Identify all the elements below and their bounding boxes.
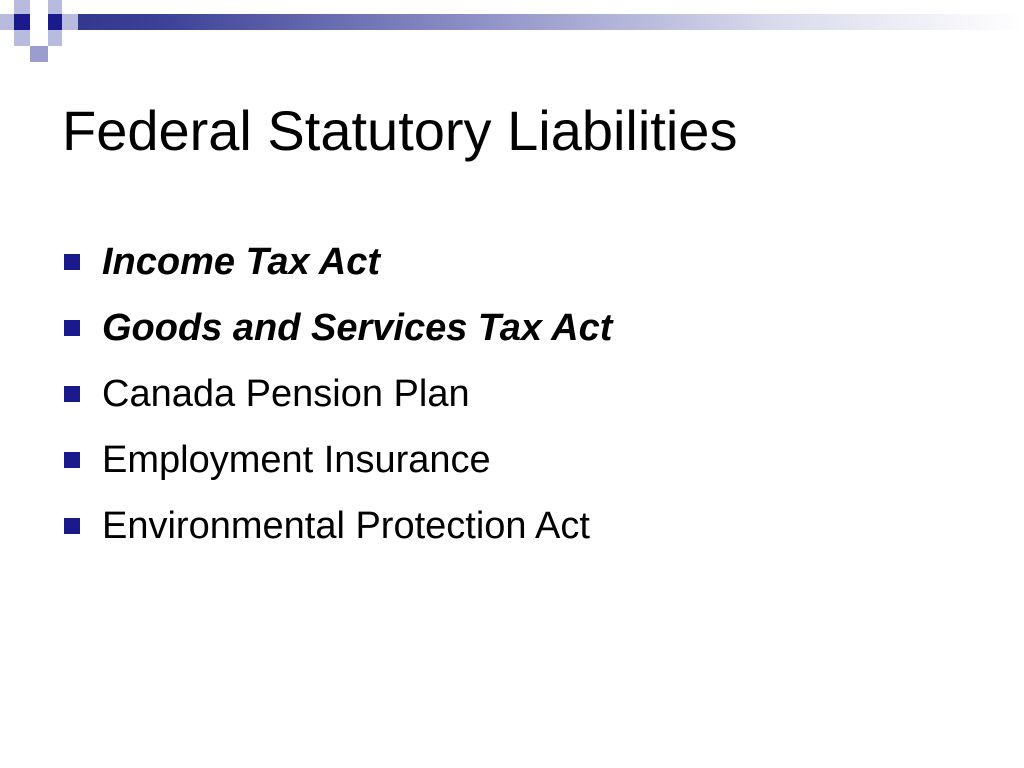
square-bullet-icon [64, 518, 80, 534]
deco-square [30, 46, 48, 62]
deco-square [48, 30, 62, 46]
list-item [64, 229, 612, 295]
bullet-text: Income Tax Act [102, 240, 381, 283]
bullet-text: Canada Pension Plan [102, 372, 470, 415]
square-bullet-icon [64, 254, 80, 270]
bullet-text: Goods and Services Tax Act [102, 306, 613, 349]
deco-square [14, 0, 30, 14]
list-item [64, 493, 612, 559]
deco-square [30, 30, 48, 46]
deco-square [14, 14, 30, 30]
square-bullet-icon [64, 386, 80, 402]
deco-square [62, 0, 78, 14]
deco-square [62, 14, 78, 30]
deco-square [48, 14, 62, 30]
list-item [64, 361, 612, 427]
deco-square [30, 14, 48, 30]
deco-square [0, 0, 14, 14]
square-bullet-icon [64, 320, 80, 336]
bullet-text: Environmental Protection Act [102, 504, 590, 547]
bullet-list [64, 229, 612, 559]
bullet-text: Employment Insurance [102, 438, 491, 481]
slide-title: Federal Statutory Liabilities [62, 99, 738, 162]
deco-square [0, 14, 14, 30]
list-item [64, 295, 612, 361]
square-bullet-icon [64, 452, 80, 468]
header-gradient-bar [0, 14, 1024, 30]
deco-square [14, 30, 30, 46]
deco-square [48, 0, 62, 14]
list-item [64, 427, 612, 493]
